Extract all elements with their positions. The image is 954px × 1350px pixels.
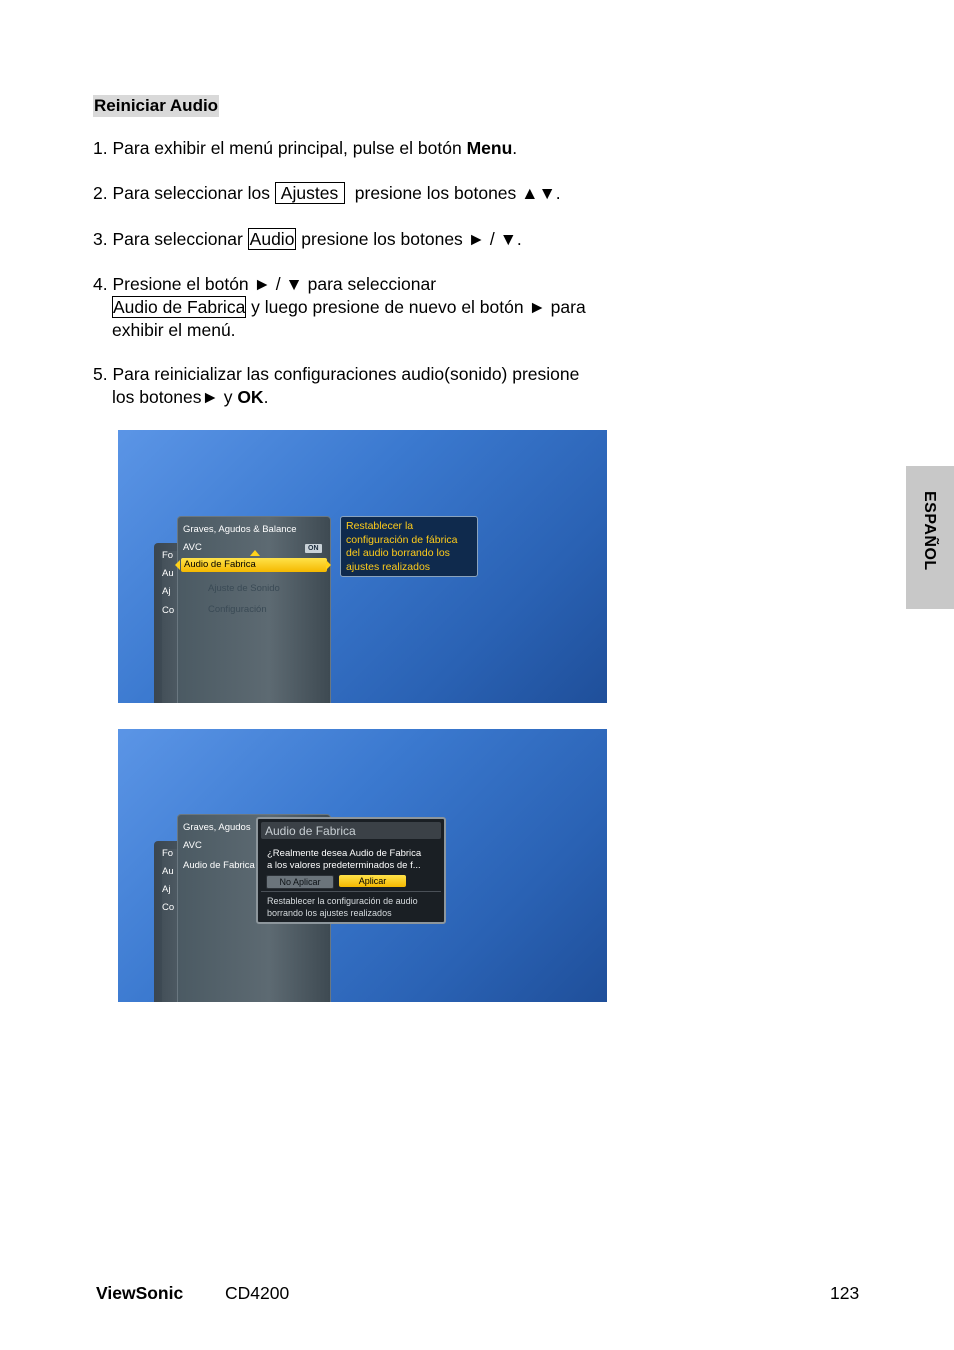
ok-button-name: OK [237, 387, 264, 407]
step-5 [93, 363, 579, 409]
section-heading: Reiniciar Audio [94, 96, 219, 115]
dialog-message-line: ¿Realmente desea Audio de Fabrica [267, 848, 422, 859]
step-1 [93, 137, 517, 160]
ghost-menu-item: Configuración [208, 604, 267, 615]
ghost-menu-item: Ajuste de Sonido [208, 583, 280, 594]
apply-button[interactable]: Aplicar [339, 875, 406, 887]
factory-audio-label-box: Audio de Fabrica [113, 297, 246, 317]
step-4-line-1: 4. Presione el botón ► / ▼ para seleccionar [93, 274, 437, 294]
back-menu-item: Co [162, 605, 175, 616]
dialog-footer-line: Restablecer la configuración de audio [267, 896, 418, 906]
avc-on-badge: ON [305, 544, 322, 553]
back-menu-item: Fo [162, 848, 174, 859]
dialog-footer [267, 895, 418, 919]
step-5-text: los botones► y [112, 387, 238, 407]
right-arrow-icon [326, 560, 331, 570]
page-number: 123 [830, 1283, 860, 1303]
language-label: ESPAÑOL [921, 491, 938, 571]
step-5-line-1: 5. Para reinicializar las configuraciones audio(sonido) presione [93, 364, 580, 384]
audio-label-box: Audio [249, 229, 295, 249]
tooltip-line: ajustes realizados [346, 560, 431, 573]
menu-item-bass-treble-balance[interactable]: Graves, Agudos & Balance [183, 524, 297, 535]
step-1-text: 1. Para exhibir el menú principal, pulse el botón [93, 138, 467, 158]
step-3 [93, 228, 522, 251]
no-apply-button[interactable]: No Aplicar [266, 875, 334, 889]
menu-button-name: Menu [466, 138, 513, 158]
tooltip-line: Restablecer la [346, 520, 414, 532]
step-3-end: presione los botones ► / ▼. [296, 229, 522, 249]
step-4-line-2 [93, 296, 586, 319]
settings-label-box: Ajustes [276, 183, 344, 203]
dialog-title: Audio de Fabrica [265, 824, 356, 838]
step-1-end: . [512, 138, 518, 158]
step-5-line-2 [93, 386, 579, 409]
step-2 [93, 182, 561, 205]
language-side-tab [906, 466, 954, 609]
menu-item-factory-audio[interactable]: Audio de Fabrica [183, 860, 255, 871]
menu-item-factory-audio[interactable]: Audio de Fabrica [181, 558, 327, 572]
dialog-footer-line: borrando los ajustes realizados [267, 908, 392, 918]
up-arrow-icon [250, 550, 260, 556]
step-3-text: 3. Para seleccionar [93, 229, 248, 249]
menu-item-avc[interactable]: AVC [183, 542, 202, 553]
tooltip-line: configuración de fábrica [346, 533, 458, 546]
left-arrow-icon [175, 560, 180, 570]
tooltip-line: del audio borrando los [346, 547, 450, 559]
back-menu-item: Aj [162, 586, 171, 597]
dialog-message-line: a los valores predeterminados de f... [267, 860, 421, 871]
footer-model: CD4200 [225, 1283, 290, 1303]
back-menu-item: Fo [162, 550, 174, 561]
dialog-message [267, 848, 421, 872]
back-menu-item: Au [162, 866, 174, 877]
step-5-end: . [263, 387, 269, 407]
tv-menu-screenshot-2 [118, 729, 607, 1002]
step-4-line-3: exhibir el menú. [112, 320, 236, 340]
step-4 [93, 273, 586, 342]
footer-brand: ViewSonic [96, 1283, 184, 1303]
menu-item-avc[interactable]: AVC [183, 840, 202, 851]
step-2-text: 2. Para seleccionar los [93, 183, 275, 203]
back-menu-item: Co [162, 902, 175, 913]
dialog-divider [261, 891, 441, 892]
back-menu-item: Au [162, 568, 174, 579]
tv-menu-screenshot-1 [118, 430, 607, 703]
confirm-dialog [256, 817, 446, 924]
step-4-line-2-text: y luego presione de nuevo el botón ► para [246, 297, 586, 317]
menu-item-bass-treble[interactable]: Graves, Agudos [183, 822, 251, 833]
step-2-end: presione los botones ▲▼. [345, 183, 561, 203]
help-tooltip [340, 516, 478, 577]
back-menu-item: Aj [162, 884, 171, 895]
